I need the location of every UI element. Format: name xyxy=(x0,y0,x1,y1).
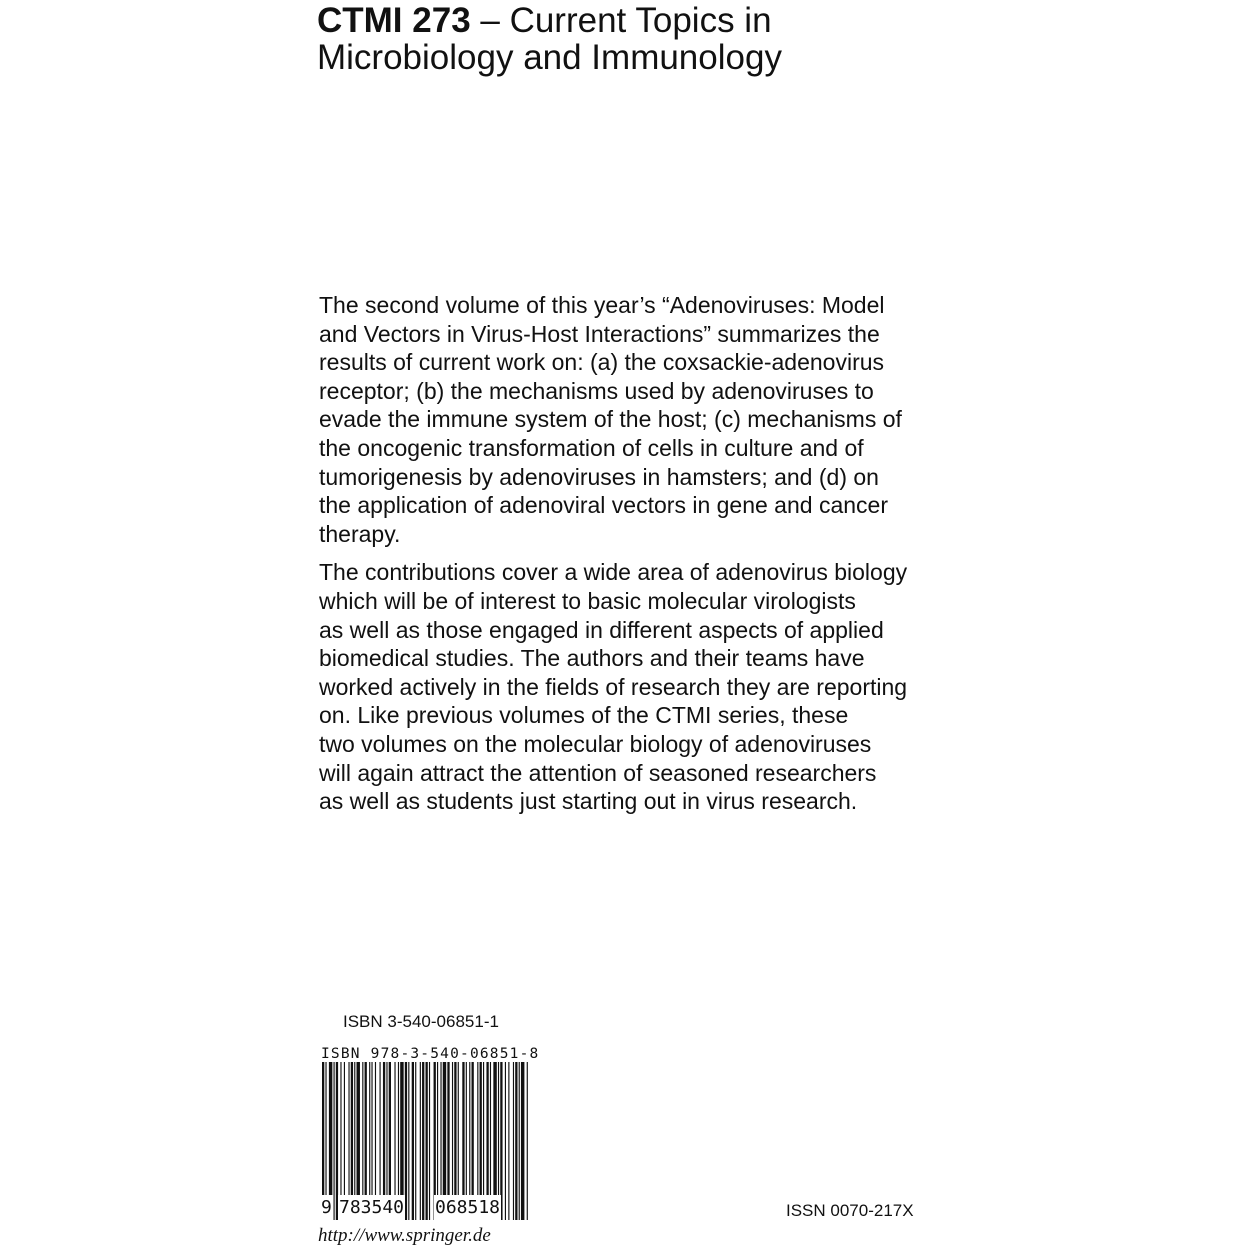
text-line: and Vectors in Virus-Host Interactions” summarizes the xyxy=(319,320,880,347)
text-line: tumorigenesis by adenoviruses in hamsters; and (d) on xyxy=(319,463,879,490)
title-line-1: – Current Topics in xyxy=(470,1,772,40)
text-line: biomedical studies. The authors and their teams have xyxy=(319,645,865,672)
text-line: as well as those engaged in different aspects of applied xyxy=(319,616,884,643)
ean-digits xyxy=(320,1195,532,1221)
description-paragraph-2 xyxy=(319,558,959,815)
text-line: the oncogenic transformation of cells in culture and of xyxy=(319,434,864,461)
isbn-13: ISBN 978-3-540-06851-8 xyxy=(321,1046,540,1062)
text-line: evade the immune system of the host; (c) mechanisms of xyxy=(319,406,902,433)
ean-left-group: 783540 xyxy=(338,1195,405,1221)
text-line: which will be of interest to basic molecular virologists xyxy=(319,587,856,614)
text-line: therapy. xyxy=(319,520,401,547)
text-line: results of current work on: (a) the coxsackie-adenovirus xyxy=(319,349,885,376)
book-description xyxy=(319,291,959,826)
text-line: as well as students just starting out in virus research. xyxy=(319,788,858,815)
ean-right-group: 068518 xyxy=(434,1195,501,1221)
text-line: will again attract the attention of seasoned researchers xyxy=(319,759,877,786)
text-line: on. Like previous volumes of the CTMI series, these xyxy=(319,702,849,729)
text-line: The second volume of this year’s “Adenoviruses: Model xyxy=(319,292,885,318)
isbn-10: ISBN 3-540-06851-1 xyxy=(343,1012,499,1031)
description-paragraph-1 xyxy=(319,291,959,548)
issn: ISSN 0070-217X xyxy=(786,1201,914,1220)
ean-first-digit: 9 xyxy=(320,1195,333,1221)
text-line: the application of adenoviral vectors in gene and cancer xyxy=(319,492,888,519)
text-line: worked actively in the fields of research they are reporting xyxy=(319,673,908,700)
publisher-url: http://www.springer.de xyxy=(318,1225,491,1246)
text-line: receptor; (b) the mechanisms used by adenoviruses to xyxy=(319,377,874,404)
title-line-2: Microbiology and Immunology xyxy=(317,38,782,77)
series-number: CTMI 273 xyxy=(317,1,471,40)
text-line: The contributions cover a wide area of adenovirus biology xyxy=(319,559,908,586)
book-title xyxy=(317,2,1217,76)
text-line: two volumes on the molecular biology of adenoviruses xyxy=(319,730,872,757)
